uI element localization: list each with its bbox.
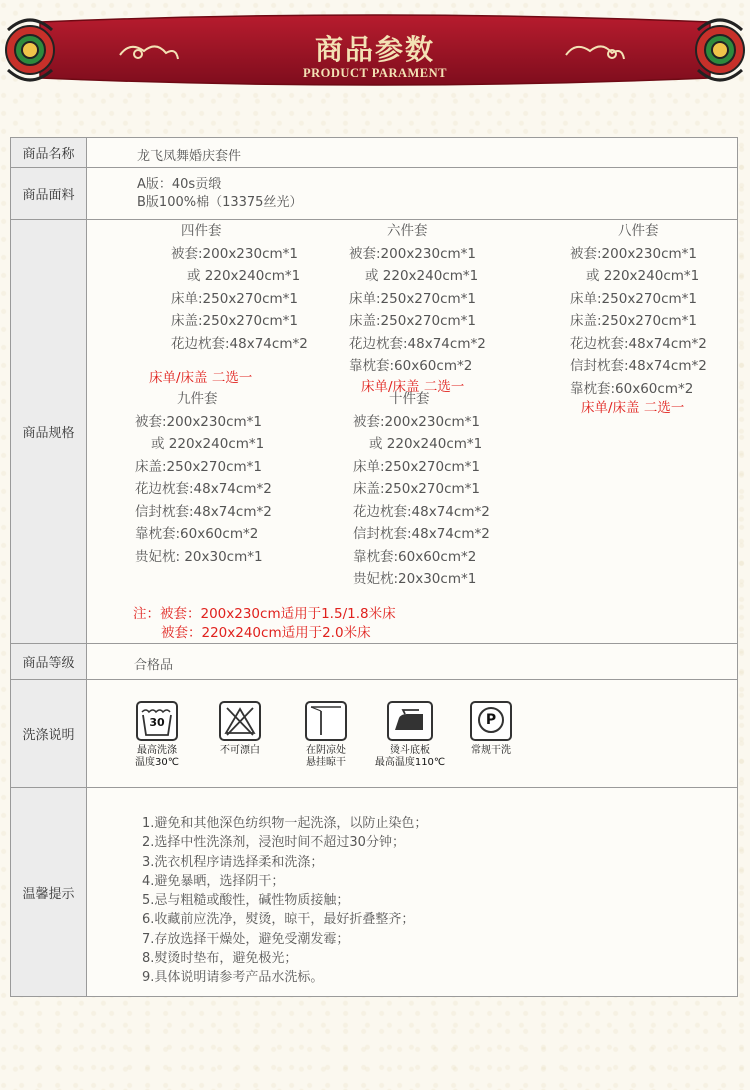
set-six-item: 床单:250x270cm*1	[349, 290, 476, 307]
set-four	[171, 220, 308, 355]
set-ten-item: 贵妃枕:20x30cm*1	[353, 571, 477, 587]
wash-item	[370, 701, 450, 769]
row-wash	[11, 680, 737, 788]
set-ten-item: 床盖:250x270cm*1	[353, 481, 480, 497]
wash-caption: 温度30℃	[135, 757, 179, 768]
row-grade	[11, 644, 737, 680]
no-bleach-icon	[219, 701, 261, 741]
set-nine-title: 九件套	[177, 391, 218, 407]
wash-item	[298, 701, 354, 769]
tip-item: 5.忌与粗糙或酸性，碱性物质接触；	[142, 893, 350, 909]
label-spec: 商品规格	[11, 220, 87, 643]
value-fabric	[137, 176, 302, 212]
set-four-item: 床盖:250x270cm*1	[171, 313, 298, 329]
tips-list	[142, 814, 427, 988]
tip-item: 4.避免暴晒，选择阴干；	[142, 873, 285, 889]
label-fabric: 商品面料	[11, 168, 87, 219]
row-tips	[11, 788, 737, 996]
set-eight-item: 靠枕套:60x60cm*2	[570, 380, 694, 397]
set-nine-item: 花边枕套:48x74cm*2	[135, 481, 272, 497]
set-six-item: 靠枕套:60x60cm*2	[349, 358, 473, 374]
wash-caption: 不可漂白	[220, 745, 260, 756]
tip-item: 1.避免和其他深色纺织物一起洗涤，以防止染色；	[142, 816, 428, 831]
set-eight	[570, 220, 707, 400]
set-four-title: 四件套	[181, 223, 222, 239]
set-ten-item: 被套:200x230cm*1	[353, 413, 480, 430]
value-product-name: 龙飞凤舞婚庆套件	[137, 149, 242, 164]
set-nine-item: 被套:200x230cm*1	[135, 413, 262, 430]
set-six-title: 六件套	[387, 223, 428, 239]
fabric-line-a: A版：40s贡缎	[137, 177, 222, 192]
label-wash: 洗涤说明	[11, 680, 87, 787]
wash-caption: 烫斗底板	[390, 745, 430, 756]
set-four-note: 床单/床盖 二选一	[149, 370, 253, 386]
set-nine	[135, 388, 272, 568]
spec-note-1: 注：被套：200x230cm适用于1.5/1.8米床	[133, 606, 396, 622]
row-fabric	[11, 168, 737, 220]
wash-item	[463, 701, 519, 757]
wash-30-icon	[136, 701, 178, 741]
product-parameter-table	[10, 137, 738, 997]
set-nine-item: 床盖:250x270cm*1	[135, 458, 262, 475]
set-six	[349, 220, 486, 378]
fabric-line-b: B版100%棉（13375丝光）	[137, 195, 303, 210]
tip-item: 7.存放选择干燥处，避免受潮发霉；	[142, 931, 350, 947]
set-six-item: 花边枕套:48x74cm*2	[349, 335, 486, 352]
tip-item: 3.洗衣机程序请选择柔和洗涤；	[142, 854, 324, 870]
page-subtitle: PRODUCT PARAMENT	[303, 66, 447, 80]
tip-item: 2.选择中性洗涤剂，浸泡时间不超过30分钟；	[142, 835, 405, 851]
set-eight-item: 床盖:250x270cm*1	[570, 313, 697, 329]
set-eight-item: 花边枕套:48x74cm*2	[570, 335, 707, 352]
label-grade: 商品等级	[11, 644, 87, 679]
wash-caption: 最高洗涤	[137, 745, 177, 756]
set-six-item: 床盖:250x270cm*1	[349, 313, 476, 329]
wash-caption: 在阴凉处	[306, 745, 346, 756]
set-four-item: 床单:250x270cm*1	[171, 290, 298, 307]
set-ten-item: 或 220x240cm*1	[369, 436, 483, 452]
set-six-note: 床单/床盖 二选一	[361, 379, 465, 395]
set-eight-note: 床单/床盖 二选一	[581, 400, 685, 416]
tip-item: 6.收藏前应洗净，熨烫，晾干，最好折叠整齐；	[142, 912, 415, 928]
row-product-name	[11, 138, 737, 168]
set-ten-item: 靠枕套:60x60cm*2	[353, 548, 477, 565]
set-four-item: 被套:200x230cm*1	[171, 245, 298, 262]
set-eight-item: 床单:250x270cm*1	[570, 290, 697, 307]
wash-caption: 常规干洗	[471, 745, 511, 756]
dry-clean-icon	[470, 701, 512, 741]
iron-icon	[387, 701, 433, 741]
set-ten-item: 床单:250x270cm*1	[353, 458, 480, 475]
dry-clean-letter: P	[478, 707, 504, 733]
set-four-item: 或 220x240cm*1	[187, 268, 301, 284]
set-ten-title: 十件套	[389, 391, 430, 407]
wash-item	[212, 701, 268, 757]
spec-note-2: 被套：220x240cm适用于2.0米床	[161, 625, 371, 641]
tip-item: 8.熨烫时垫布，避免极光；	[142, 951, 298, 967]
set-nine-item: 贵妃枕: 20x30cm*1	[135, 548, 263, 565]
set-six-item: 或 220x240cm*1	[365, 268, 479, 284]
value-grade: 合格品	[134, 658, 174, 673]
header-banner	[0, 0, 750, 100]
set-eight-title: 八件套	[618, 223, 659, 239]
label-product-name: 商品名称	[11, 138, 87, 167]
set-six-item: 被套:200x230cm*1	[349, 245, 476, 262]
wash-caption: 最高温度110℃	[374, 757, 446, 768]
line-dry-shade-icon	[305, 701, 347, 741]
set-eight-item: 或 220x240cm*1	[586, 268, 700, 284]
set-ten-item: 信封枕套:48x74cm*2	[353, 526, 490, 542]
label-tips: 温馨提示	[11, 788, 87, 996]
wash-temp-number: 30	[149, 716, 165, 729]
set-eight-item: 信封枕套:48x74cm*2	[570, 358, 707, 374]
set-nine-item: 靠枕套:60x60cm*2	[135, 526, 259, 542]
set-eight-item: 被套:200x230cm*1	[570, 245, 697, 262]
set-nine-item: 或 220x240cm*1	[151, 436, 265, 452]
page-title: 商品参数	[314, 33, 435, 66]
set-nine-item: 信封枕套:48x74cm*2	[135, 503, 272, 520]
row-spec	[11, 220, 737, 644]
wash-item	[130, 701, 184, 769]
set-ten	[353, 388, 490, 591]
wash-caption: 悬挂晾干	[306, 757, 346, 768]
set-ten-item: 花边枕套:48x74cm*2	[353, 503, 490, 520]
tip-item: 9.具体说明请参考产品水洗标。	[142, 970, 324, 986]
set-four-item: 花边枕套:48x74cm*2	[171, 335, 308, 352]
